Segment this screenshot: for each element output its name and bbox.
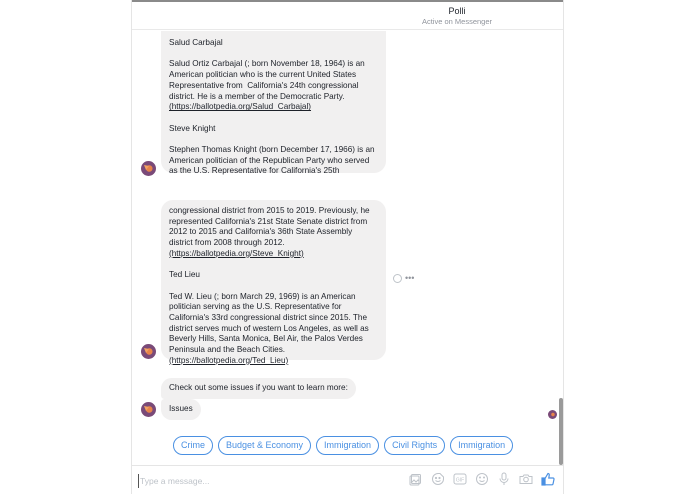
message-thread[interactable] bbox=[132, 31, 556, 463]
message-text: congressional district from 2015 to 2019. Previously, he represented California's 21st State Senate district from 2012 to 2015 and California's 36th State Assembly district from 2008 through 2012. bbox=[169, 206, 372, 248]
quick-reply-civil-rights[interactable]: Civil Rights bbox=[384, 436, 445, 455]
thumbs-up-icon[interactable] bbox=[541, 472, 555, 486]
camera-icon[interactable] bbox=[519, 472, 533, 486]
bot-avatar bbox=[141, 161, 156, 176]
message-text: Issues bbox=[169, 404, 193, 413]
message-text: Salud Ortiz Carbajal (; born November 18, 1964) is an American politician who is the current United States Representative from California's 24th congressional district. He is a member of the Democratic Party. bbox=[169, 59, 367, 101]
quick-reply-crime[interactable]: Crime bbox=[173, 436, 213, 455]
bot-avatar bbox=[141, 402, 156, 417]
more-options-icon[interactable]: ••• bbox=[405, 273, 415, 283]
message-composer bbox=[132, 465, 563, 494]
bot-avatar bbox=[141, 344, 156, 359]
microphone-icon[interactable] bbox=[497, 472, 511, 486]
conversation-header bbox=[132, 2, 563, 30]
seen-avatar bbox=[548, 410, 557, 419]
message-bubble bbox=[161, 378, 356, 399]
sticker-icon[interactable] bbox=[431, 472, 445, 486]
svg-text:GIF: GIF bbox=[455, 477, 465, 484]
message-heading: Salud Carbajal bbox=[169, 38, 223, 47]
emoji-icon[interactable] bbox=[475, 472, 489, 486]
message-bubble bbox=[161, 200, 386, 365]
quick-replies bbox=[173, 436, 513, 455]
message-actions bbox=[393, 274, 414, 283]
contact-name[interactable]: Polli bbox=[448, 6, 466, 16]
composer-tools bbox=[409, 472, 555, 486]
message-text: Stephen Thomas Knight (born December 17, 1966) is an American politician of the Republican Party who served as the U.S. Representative for California's 25th bbox=[169, 144, 377, 176]
scrollbar[interactable] bbox=[559, 398, 563, 465]
message-heading: Ted Lieu bbox=[169, 270, 200, 280]
quick-reply-immigration-2[interactable]: Immigration bbox=[450, 436, 513, 455]
message-text: Check out some issues if you want to learn more: bbox=[169, 383, 348, 392]
messenger-window bbox=[131, 0, 564, 494]
image-icon[interactable] bbox=[409, 472, 423, 486]
message-text: Ted W. Lieu (; born March 29, 1969) is an American politician serving as the U.S. Representative for California's 33rd congressional district since 2015. The district serves much of western Los Angeles, as well as Beverly Hills, Santa Monica, Bel Air, the Palos Verdes Peninsula and the Beach Cities. bbox=[169, 291, 372, 355]
quick-reply-immigration[interactable]: Immigration bbox=[316, 436, 379, 455]
active-status: Active on Messenger bbox=[421, 17, 493, 26]
ballotpedia-link[interactable]: (https://ballotpedia.org/Steve_Knight) bbox=[169, 248, 304, 258]
message-bubble bbox=[161, 399, 201, 420]
message-input[interactable] bbox=[138, 474, 378, 488]
message-bubble bbox=[161, 31, 386, 176]
react-emoji-icon[interactable] bbox=[393, 274, 402, 283]
gif-icon[interactable] bbox=[453, 472, 467, 486]
message-heading: Steve Knight bbox=[169, 123, 216, 133]
ballotpedia-link[interactable]: (https://ballotpedia.org/Salud_Carbajal) bbox=[169, 102, 312, 112]
quick-reply-budget-economy[interactable]: Budget & Economy bbox=[218, 436, 311, 455]
ballotpedia-link[interactable]: (https://ballotpedia.org/Ted_Lieu) bbox=[169, 355, 289, 365]
